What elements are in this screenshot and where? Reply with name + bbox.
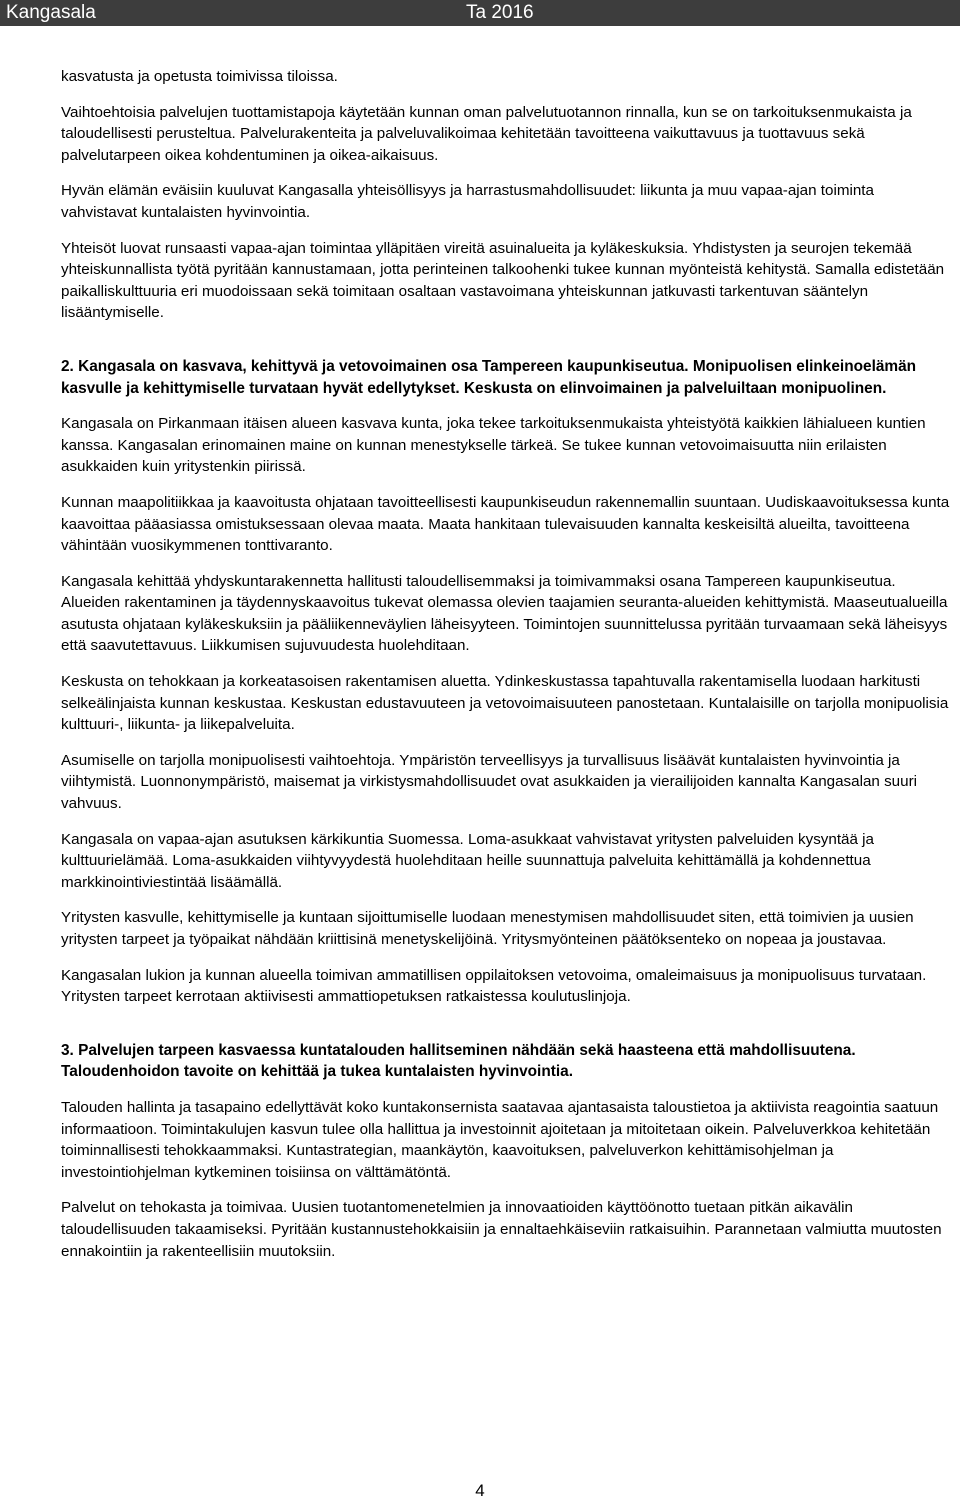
section-heading-2: 2. Kangasala on kasvava, kehittyvä ja vetovoimainen osa Tampereen kaupunkiseutua. Monipuolisen elinkeinoelämän kasvulle ja kehittymiselle turvataan hyvät edellytykset. Keskusta on elinvoimainen ja palveluiltaan monipuolinen. <box>61 357 917 397</box>
document-body <box>61 66 953 1276</box>
paragraph: Palvelut on tehokasta ja toimivaa. Uusien tuotantomenetelmien ja innovaatioiden käyttöönotto tuetaan pitkän aikavälin taloudellisuuden takaamiseksi. Pyritään kustannustehokkaisiin ja ennaltaehkäiseviin ratkaisuihin. Parannetaan valmiutta muutosten ennakointiin ja rakenteellisiin muutoksiin. <box>61 1199 942 1260</box>
paragraph: Kangasalan lukion ja kunnan alueella toimivan ammatillisen oppilaitoksen vetovoima, omaleimaisuus ja monipuolisuus turvataan. Yritysten tarpeet kerrotaan aktiivisesti ammattiopetuksen ratkaistessa koulutuslinjoja. <box>61 966 927 1006</box>
section-spacer <box>61 338 953 356</box>
paragraph: Asumiselle on tarjolla monipuolisesti vaihtoehtoja. Ympäristön terveellisyys ja turvallisuus lisäävät kuntalaisten hyvinvointia ja viihtymistä. Luonnonympäristö, maisemat ja virkistysmahdollisuudet ovat asukkaiden ja vierailijoiden kannalta Kangasalan suuri vahvuus. <box>61 751 918 813</box>
paragraph: Keskusta on tehokkaan ja korkeatasoisen rakentamisen aluetta. Ydinkeskustassa tapahtuvalla rakentamisella luodaan harkitusti selkeälinjaista kunnan keskustaa. Keskustan edustavuuteen ja vetovoimaisuuteen panostetaan. Kuntalaisille on tarjolla monipuolisia kulttuuri-, liikunta- ja liikepalveluita. <box>61 673 949 734</box>
section-spacer <box>61 1022 953 1040</box>
section-heading-3: 3. Palvelujen tarpeen kasvaessa kuntatalouden hallitseminen nähdään sekä haasteena että mahdollisuutena. Taloudenhoidon tavoite on kehittää ja tukea kuntalaisten hyvinvointia. <box>61 1041 856 1081</box>
paragraph: Yritysten kasvulle, kehittymiselle ja kuntaan sijoittumiselle luodaan menestymisen mahdollisuudet siten, että toimivien ja uusien yritysten tarpeet ja työpaikat nähdään kriittisinä menetyskelijöinä. Yritysmyönteinen päätöksenteko on nopeaa ja joustavaa. <box>61 909 914 948</box>
header-municipality: Kangasala <box>6 2 96 23</box>
header-document-code: Ta 2016 <box>466 2 534 23</box>
paragraph: Kangasala on vapaa-ajan asutuksen kärkikuntia Suomessa. Loma-asukkaat vahvistavat yritysten palveluiden kysyntää ja kulttuurielämää. Loma-asukkaiden viihtyvyydestä huolehditaan heille suunnattuja palveluita kehittämällä ja kohdennettua markkinointiviestintää lisäämällä. <box>61 830 874 891</box>
paragraph: Hyvän elämän eväisiin kuuluvat Kangasalla yhteisöllisyys ja harrastusmahdollisuudet: liikunta ja muu vapaa-ajan toiminta vahvistavat kuntalaisten hyvinvointia. <box>61 182 874 221</box>
paragraph: Kangasala on Pirkanmaan itäisen alueen kasvava kunta, joka tekee tarkoituksenmukaista yhteistyötä kaikkien lähialueen kuntien kanssa. Kangasalan erinomainen maine on kunnan menestykselle tärkeä. Se tukee kunnan vetovoimaisuutta niin erilaisten asukkaiden kuin yritystenkin piirissä. <box>61 415 926 476</box>
paragraph: Yhteisöt luovat runsaasti vapaa-ajan toimintaa ylläpitäen vireitä asuinalueita ja kyläkeskuksia. Yhdistysten ja seurojen tekemää yhteiskunnallista työtä pyritään kannustamaan, jotta perinteinen talkoohenki tukee kunnan myönteistä kehitystä. Samalla edistetään paikalliskulttuuria eri muodoissaan sekä toimitaan osaltaan vastavoimana yhteiskunnan jatkuvasti tarkentuvan sääntelyn lisääntymiselle. <box>61 239 945 322</box>
page-header <box>0 0 960 26</box>
paragraph: Vaihtoehtoisia palvelujen tuottamistapoja käytetään kunnan oman palvelutuotannon rinnalla, kun se on tarkoituksenmukaista ja taloudellisesti perusteltua. Palvelurakenteita ja palveluvalikoimaa kehitetään tavoitteena vaikuttavuus ja tuottavuus sekä palvelutarpeen oikea kohdentuminen ja oikea-aikaisuus. <box>61 103 912 164</box>
page-number: 4 <box>475 1481 485 1500</box>
paragraph: kasvatusta ja opetusta toimivissa tiloissa. <box>61 68 338 85</box>
paragraph: Talouden hallinta ja tasapaino edellyttävät koko kuntakonsernista saatavaa ajantasaista taloustietoa ja aktiivista reagointia saatuun informaatioon. Toimintakulujen kasvun tulee olla hallittua ja investoinnit ajoitetaan ja mitoitetaan oikein. Palveluverkkoa kehitetään toiminnallisesti tehokkaammaksi. Kuntastrategian, maankäytön, kaavoituksen, palveluverkon kehittämisohjelman ja investointiohjelman kytkeminen toisiinsa on välttämätöntä. <box>61 1098 939 1181</box>
paragraph: Kunnan maapolitiikkaa ja kaavoitusta ohjataan tavoitteellisesti kaupunkiseudun rakennemallin suuntaan. Uudiskaavoituksessa kunta kaavoittaa pääasiassa omistuksessaan olevaa maata. Maata hankitaan tulevaisuuden kannalta keskeisiltä alueilta, tavoitteena vähintään vuosikymmenen tonttivaranto. <box>61 493 950 555</box>
paragraph: Kangasala kehittää yhdyskuntarakennetta hallitusti taloudellisemmaksi ja toimivammaksi osana Tampereen kaupunkiseutua. Alueiden rakentaminen ja täydennyskaavoitus tukevat olemassa olevien taajamien seuranta-alueiden kehittymistä. Maaseutualueilla asutusta ohjataan kyläkeskuksiin ja pääliikenneväylien läheisyyteen. Toimintojen suunnittelussa pyritään turvaamaan sekä läheisyys että saavutettavuus. Liikkumisen sujuvuudesta huolehditaan. <box>61 572 948 655</box>
